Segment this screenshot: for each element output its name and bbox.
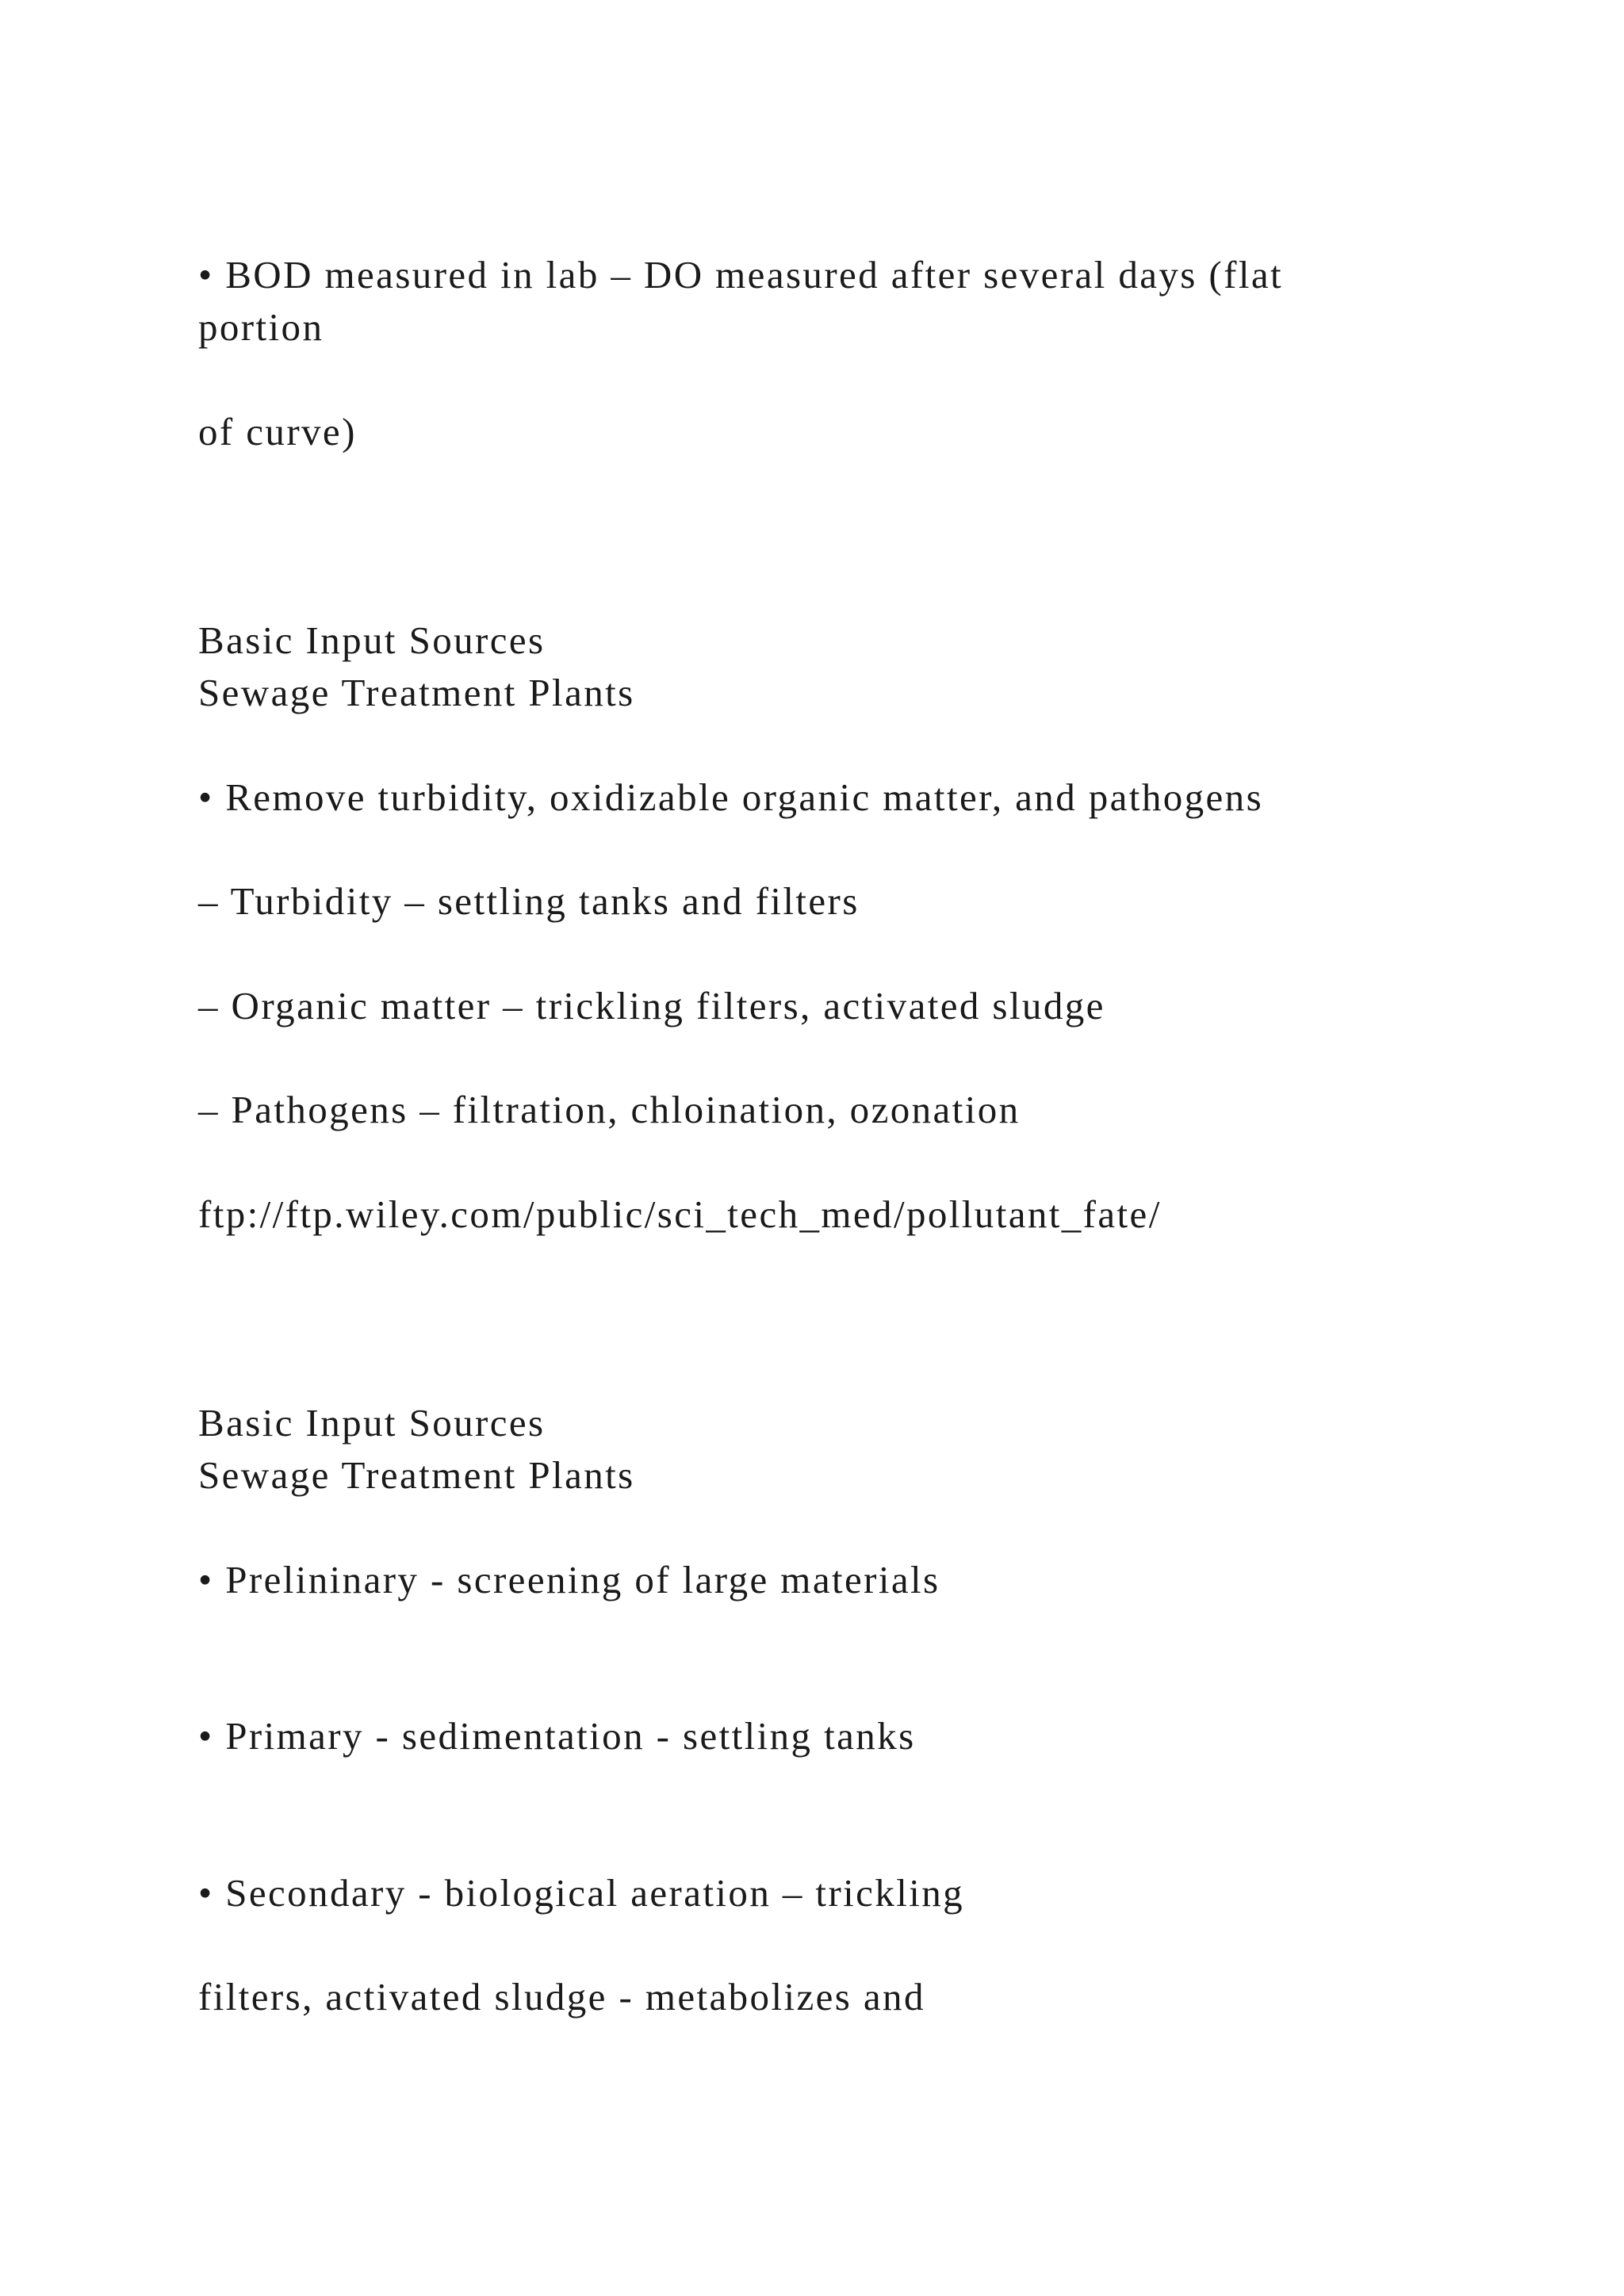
bod-bullet-line-2: portion (198, 305, 324, 349)
remove-bullet: • Remove turbidity, oxidizable organic matter, and pathogens (198, 775, 1264, 819)
secondary-bullet-line-1: • Secondary - biological aeration – trickling (198, 1871, 965, 1915)
section-subheading-1: Sewage Treatment Plants (198, 671, 635, 714)
pathogens-item: – Pathogens – filtration, chloination, ozonation (198, 1088, 1021, 1131)
section-subheading-2: Sewage Treatment Plants (198, 1453, 635, 1497)
primary-bullet: • Primary - sedimentation - settling tanks (198, 1714, 916, 1758)
preliminary-bullet: • Prelininary - screening of large materials (198, 1558, 940, 1601)
bod-bullet-line-3: of curve) (198, 410, 357, 453)
turbidity-item: – Turbidity – settling tanks and filters (198, 879, 860, 923)
section-heading-2: Basic Input Sources (198, 1401, 546, 1445)
section-heading-1: Basic Input Sources (198, 618, 546, 662)
secondary-bullet-line-2: filters, activated sludge - metabolizes and (198, 1975, 925, 2019)
source-url: ftp://ftp.wiley.com/public/sci_tech_med/pollutant_fate/ (198, 1192, 1162, 1236)
bod-bullet-line-1: • BOD measured in lab – DO measured after several days (flat (198, 253, 1284, 297)
organic-matter-item: – Organic matter – trickling filters, activated sludge (198, 984, 1105, 1027)
